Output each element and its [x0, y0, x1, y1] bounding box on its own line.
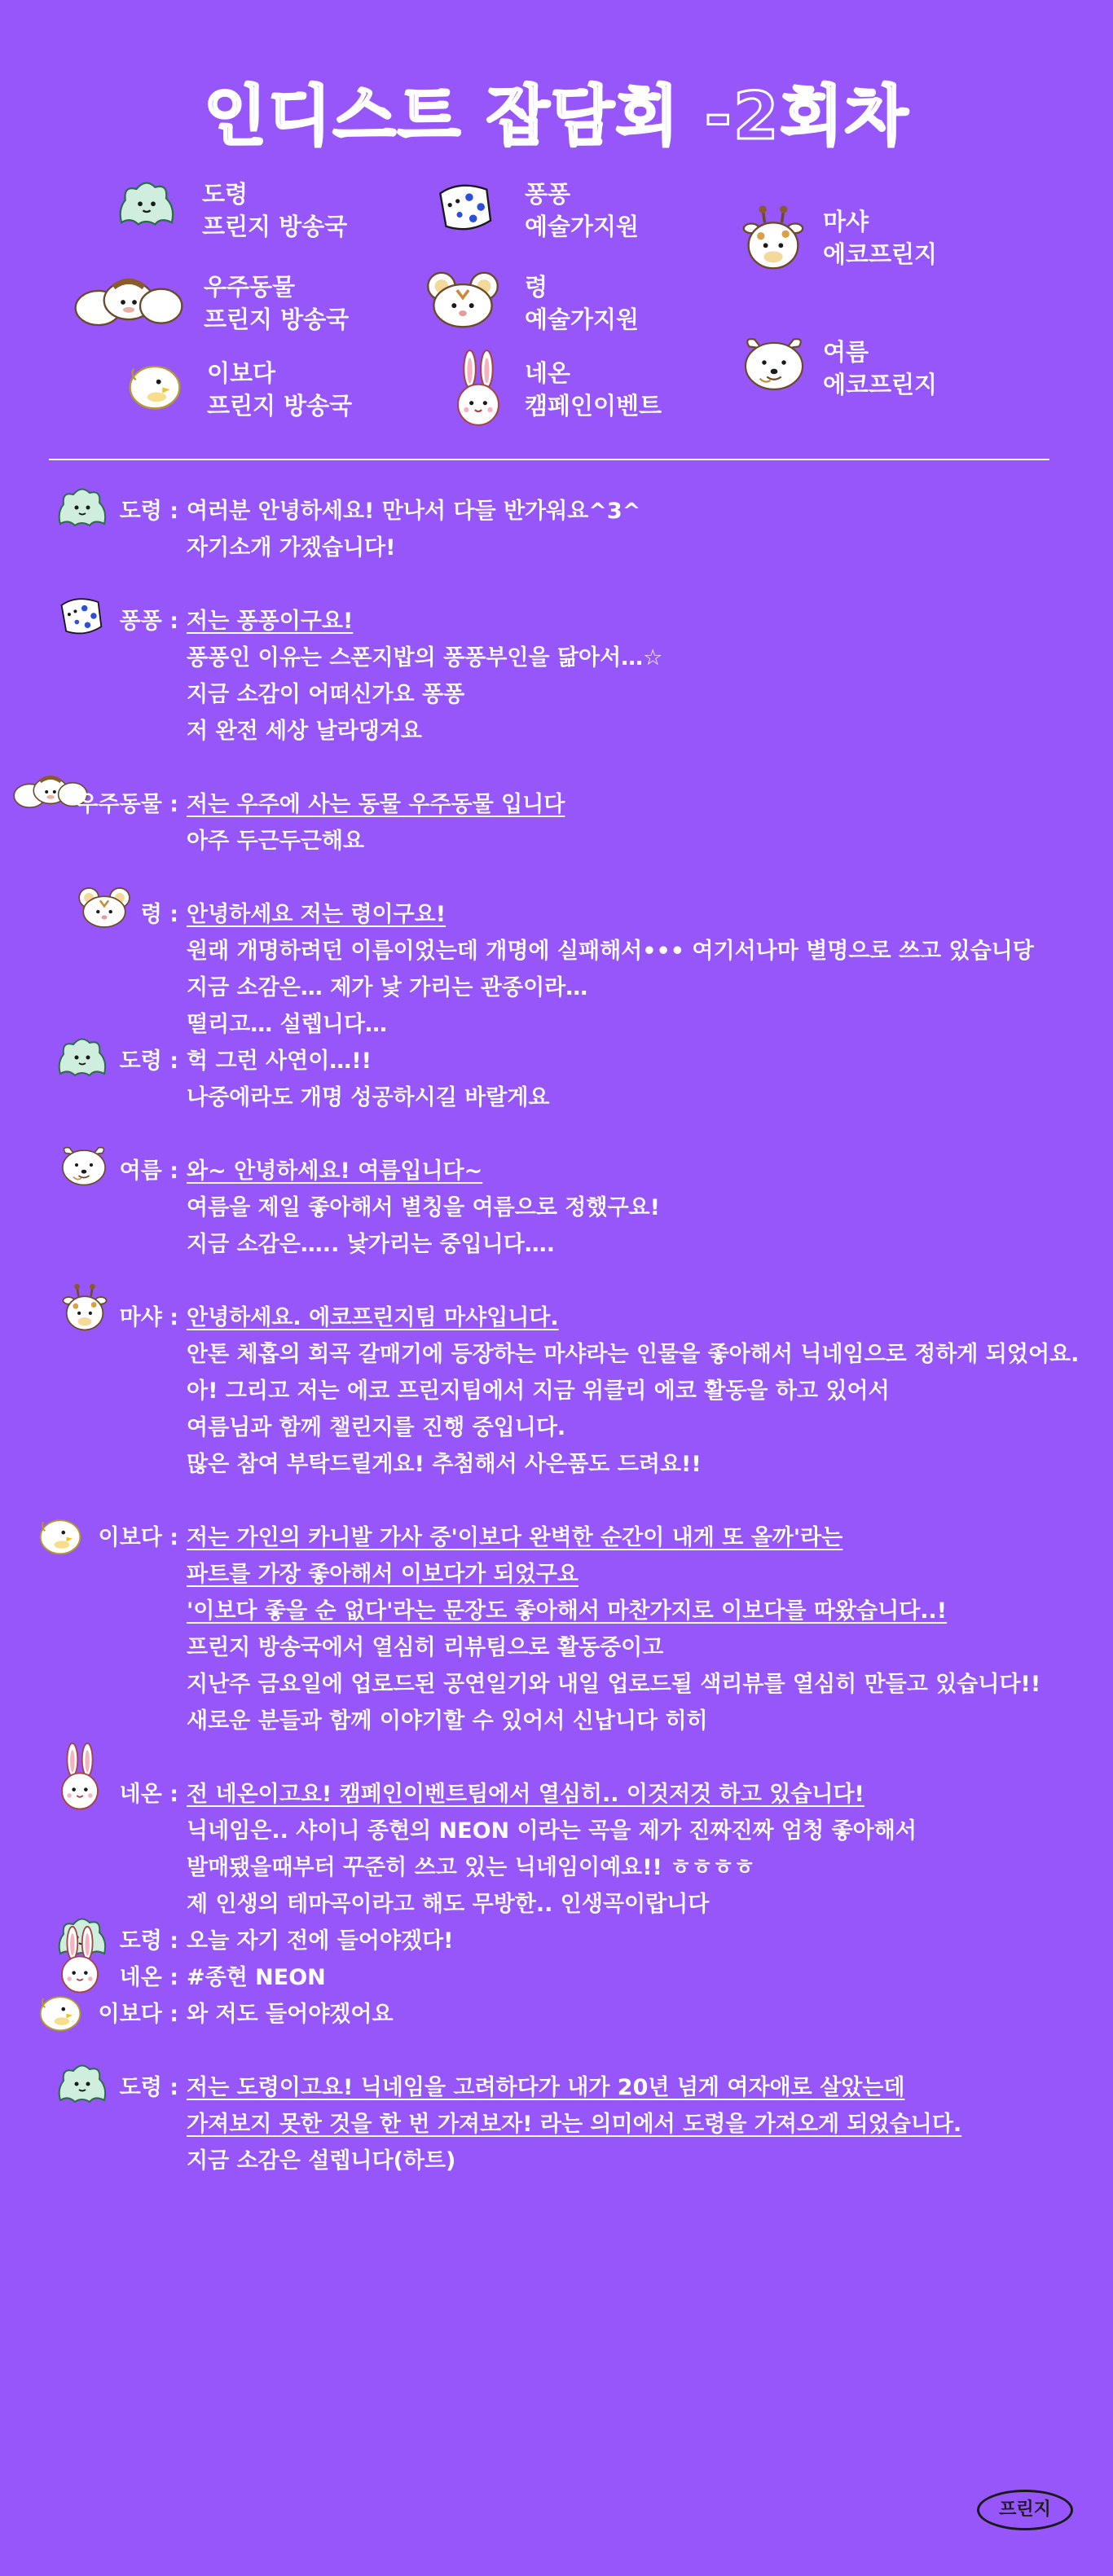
chat-line: [0, 933, 1113, 970]
message-text: 지금 소감이 어떠신가요 퐁퐁: [187, 682, 465, 707]
slime-ghost-icon: [54, 2059, 111, 2105]
message-text: 발매됐을때부터 꾸준히 쓰고 있는 닉네임이예요!! ㅎㅎㅎㅎ: [187, 1855, 755, 1880]
chat-line: [0, 1226, 1113, 1264]
chat-line: [0, 1593, 1113, 1630]
chat-line: [0, 1373, 1113, 1410]
member-name: 여름: [823, 338, 869, 366]
speaker-label: 네온 :: [119, 1782, 178, 1807]
speaker-label: 네온 :: [119, 1965, 178, 1990]
message-text: 많은 참여 부탁드릴게요! 추첨해서 사은품도 드려요!!: [187, 1452, 702, 1477]
chat-line: [0, 1666, 1113, 1703]
message-text: 헉 그런 사연이…!!: [187, 1048, 372, 1074]
fringe-logo: 프린지: [977, 2490, 1073, 2530]
chat-line: [0, 493, 1113, 530]
member-team: 에코프린지: [823, 240, 938, 268]
speaker-label: 퐁퐁 :: [119, 609, 178, 634]
chat-line: [0, 640, 1113, 677]
mouse-icon: [75, 885, 134, 930]
chick-icon: [36, 1511, 85, 1557]
chat-line: [0, 2106, 1113, 2143]
message-text: 파트를 가장 좋아해서 이보다가 되었구요: [187, 1562, 578, 1587]
chat-line: [0, 676, 1113, 714]
message-text: 퐁퐁인 이유는 스폰지밥의 퐁퐁부인을 닮아서…☆: [187, 645, 663, 670]
chat-line: [0, 1813, 1113, 1850]
chick-icon: [36, 1988, 85, 2033]
chat-line: [0, 1299, 1113, 1337]
message-text: 오늘 자기 전에 들어야겠다!: [187, 1928, 454, 1954]
message-text: 아주 두근두근해요: [187, 829, 365, 854]
chat-line: [0, 1849, 1113, 1887]
member-team: 에코프린지: [823, 371, 938, 398]
message-text: 떨리고… 설렙니다…: [187, 1012, 387, 1037]
member-team: 프린지 방송국: [207, 392, 353, 420]
chat-line: [0, 969, 1113, 1007]
message-text: 저는 도령이고요! 닉네임을 고려하다가 내가 20년 넘게 여자애로 살았는데: [187, 2075, 905, 2100]
speaker-label: 이보다 :: [98, 2002, 178, 2027]
slime-ghost-icon: [54, 483, 111, 529]
speaker-label: 도령 :: [119, 1928, 178, 1954]
speaker-label: 우주동물 :: [77, 792, 178, 817]
message-text: 나중에라도 개명 성공하시길 바랄게요: [187, 1085, 550, 1110]
member-team: 예술가지원: [525, 306, 640, 333]
message-text: 새로운 분들과 함께 이야기할 수 있어서 신납니다 히히: [187, 1708, 708, 1734]
message-text: 아! 그리고 저는 에코 프린지팀에서 지금 위클리 에코 활동을 하고 있어서: [187, 1378, 890, 1404]
chat-line: [0, 1446, 1113, 1484]
giraffe-icon: [60, 1281, 109, 1334]
page-title: 인디스트 잡담회 -2회차: [203, 78, 910, 154]
message-text: 가져보지 못한 것을 한 번 가져보자! 라는 의미에서 도령을 가져오게 되었습니다.: [187, 2112, 962, 2137]
message-text: 제 인생의 테마곡이라고 해도 무방한.. 인생곡이랍니다: [187, 1892, 710, 1917]
message-text: 프린지 방송국에서 열심히 리뷰팀으로 활동중이고: [187, 1635, 664, 1660]
chat-line: [0, 1079, 1113, 1117]
chat-line: [0, 1556, 1113, 1594]
message-text: 저는 퐁퐁이구요!: [187, 609, 354, 634]
message-text: 와~ 안녕하세요! 여름입니다~: [187, 1158, 483, 1184]
member-team: 예술가지원: [525, 213, 640, 240]
chat-line: [0, 1923, 1113, 1960]
puppy-icon: [59, 1143, 109, 1187]
message-text: 안톤 체홉의 희곡 갈매기에 등장하는 마샤라는 인물을 좋아해서 닉네임으로 정하게 되었어요.: [187, 1342, 1080, 1367]
speaker-label: 령 :: [140, 902, 178, 927]
chat-line: [0, 1189, 1113, 1227]
chat-line: [0, 603, 1113, 640]
message-text: 안녕하세요. 에코프린지팀 마샤입니다.: [187, 1305, 559, 1330]
message-text: 저 완전 세상 날라댕겨요: [187, 719, 423, 744]
rabbit-icon: [59, 1742, 101, 1813]
chat-line: [0, 2069, 1113, 2107]
speaker-label: 도령 :: [119, 499, 178, 524]
message-text: 닉네임은.. 샤이니 종현의 NEON 이라는 곡을 제가 진짜진짜 엄청 좋아해서: [187, 1818, 917, 1844]
member-name: 도령: [202, 180, 249, 208]
message-text: 전 네온이고요! 캠페인이벤트팀에서 열심히.. 이것저것 하고 있습니다!: [187, 1782, 864, 1807]
chat-line: [0, 1043, 1113, 1080]
chat-line: [0, 1776, 1113, 1813]
chat-line: [0, 1409, 1113, 1447]
message-text: 여름님과 함께 챌린지를 진행 중입니다.: [187, 1415, 566, 1440]
chat-line: [0, 896, 1113, 934]
dish-soap-icon: [54, 591, 108, 640]
member-name: 령: [525, 273, 548, 301]
member-name: 우주동물: [204, 273, 296, 301]
chat-line: [0, 1959, 1113, 1997]
member-name: 퐁퐁: [525, 180, 571, 208]
member-team: 캠페인이벤트: [525, 392, 662, 420]
member-name: 네온: [525, 359, 571, 387]
chat-line: [0, 1703, 1113, 1740]
speaker-label: 여름 :: [119, 1158, 178, 1184]
message-text: 여름을 제일 좋아해서 별칭을 여름으로 정했구요!: [187, 1195, 660, 1220]
speaker-label: 도령 :: [119, 1048, 178, 1074]
message-text: 지금 소감은… 제가 낯 가리는 관종이라…: [187, 975, 588, 1000]
message-text: 지금 소감은….. 낯가리는 중입니다….: [187, 1232, 556, 1257]
speaker-label: 마샤 :: [119, 1305, 178, 1330]
speaker-label: 이보다 :: [98, 1525, 178, 1550]
member-team: 프린지 방송국: [202, 213, 348, 240]
message-text: 원래 개명하려던 이름이었는데 개명에 실패해서••• 여기서나마 별명으로 쓰고 있습니당: [187, 939, 1034, 964]
chat-line: [0, 1336, 1113, 1374]
member-name: 이보다: [207, 359, 276, 387]
chat-line: [0, 1519, 1113, 1557]
member-team: 프린지 방송국: [204, 306, 350, 333]
chat-line: [0, 786, 1113, 824]
message-text: 안녕하세요 저는 령이구요!: [187, 902, 447, 927]
chat-line: [0, 530, 1113, 567]
chat-line: [0, 2143, 1113, 2180]
message-text: 저는 가인의 카니발 가사 중'이보다 완벽한 순간이 내게 또 올까'라는: [187, 1525, 843, 1550]
chat-line: [0, 823, 1113, 860]
slime-ghost-icon: [54, 1033, 111, 1079]
message-text: 와 저도 들어야겠어요: [187, 2002, 394, 2027]
chat-line: [0, 1996, 1113, 2033]
chat-line: [0, 1006, 1113, 1044]
chat-line: [0, 1629, 1113, 1667]
message-text: '이보다 좋을 순 없다'라는 문장도 좋아해서 마찬가지로 이보다를 따왔습니다..!: [187, 1598, 948, 1624]
message-text: 자기소개 가겠습니다!: [187, 535, 396, 560]
message-text: 저는 우주에 사는 동물 우주동물 입니다: [187, 792, 565, 817]
speaker-label: 도령 :: [119, 2075, 178, 2100]
chat-line: [0, 1886, 1113, 1923]
message-text: #종현 NEON: [187, 1965, 326, 1990]
message-text: 지금 소감은 설렙니다(하트): [187, 2148, 456, 2174]
message-text: 지난주 금요일에 업로드된 공연일기와 내일 업로드될 색리뷰를 열심히 만들고 있습니다!!: [187, 1672, 1041, 1697]
message-text: 여러분 안녕하세요! 만나서 다들 반가워요^3^: [187, 499, 641, 524]
member-name: 마샤: [823, 208, 869, 235]
rabbit-icon: [59, 1925, 101, 1997]
chat-line: [0, 1153, 1113, 1190]
chat-line: [0, 713, 1113, 750]
